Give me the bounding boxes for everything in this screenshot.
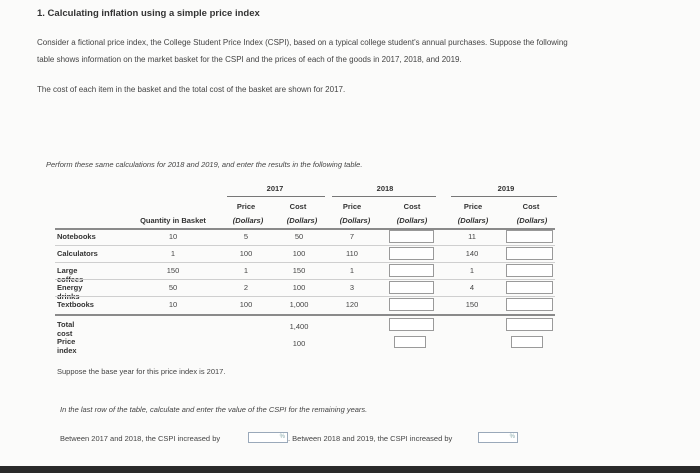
year-2019-header: 2019 [497,184,515,193]
col-cost-2019: Cost [522,202,540,211]
cost2017-textbooks: 1,000 [289,300,309,309]
col-price-2017: Price [236,202,256,211]
percent-symbol: % [509,434,515,440]
price-index-2019-input[interactable] [511,336,543,348]
row-divider [55,279,555,280]
perform-note: Perform these same calculations for 2018 and 2019, and enter the results in the following table. [46,160,363,169]
qty-textbooks: 10 [168,300,178,309]
price2018-textbooks: 120 [345,300,359,309]
price-index-2018-input[interactable] [394,336,426,348]
price2019-energy-drinks: 4 [469,283,475,292]
cost2017-energy-drinks: 100 [292,283,306,292]
qty-energy-drinks: 50 [168,283,178,292]
cost2019-energy-drinks-input[interactable] [506,281,553,294]
year-2017-underline [227,196,325,197]
total-cost-2018-input[interactable] [389,318,434,331]
total-divider [55,314,555,316]
col-price-2018: Price [342,202,362,211]
price2018-calculators: 110 [346,249,358,258]
col-quantity: Quantity in Basket [140,216,206,225]
row-label-price-index: Price index [57,337,77,355]
cost2017-calculators: 100 [292,249,306,258]
bottom-bar [0,466,700,473]
price2017-calculators: 100 [239,249,253,258]
price2018-notebooks: 7 [349,232,355,241]
base-year-note: Suppose the base year for this price index is 2017. [57,367,226,376]
qty-large-coffees: 150 [166,266,180,275]
col-dollars-price-2018: (Dollars) [339,216,371,225]
row-label-total-cost: Total cost [57,320,75,338]
increase-2018-2019-input[interactable] [478,432,518,443]
cost2019-calculators-input[interactable] [506,247,553,260]
row-label-textbooks: Textbooks [57,300,94,309]
row-label-notebooks: Notebooks [57,232,96,241]
total-cost-2019-input[interactable] [506,318,553,331]
price2017-energy-drinks: 2 [243,283,249,292]
price2017-large-coffees: 1 [243,266,249,275]
year-2018-underline [332,196,436,197]
year-2017-header: 2017 [266,184,284,193]
row-divider [55,262,555,263]
cost2018-large-coffees-input[interactable] [389,264,434,277]
col-dollars-price-2017: (Dollars) [232,216,264,225]
year-2019-underline [451,196,557,197]
cost2018-calculators-input[interactable] [389,247,434,260]
col-dollars-price-2019: (Dollars) [457,216,489,225]
col-dollars-cost-2019: (Dollars) [516,216,548,225]
intro-line-1: Consider a fictional price index, the College Student Price Index (CSPI), based on a typical college student's annual purchases. Suppose the following [37,38,568,47]
col-cost-2017: Cost [289,202,307,211]
between-2018-2019-text: . Between 2018 and 2019, the CSPI increased by [288,434,453,443]
price2019-notebooks: 11 [468,232,476,241]
cost2017-notebooks: 50 [294,232,304,241]
question-title: 1. Calculating inflation using a simple price index [37,8,260,19]
header-divider [55,228,555,230]
intro-line-2: table shows information on the market basket for the CSPI and the prices of each of the goods in 2017, 2018, and 2019. [37,55,462,64]
row-label-large-coffees: Large [57,266,78,275]
cost2017-large-coffees: 150 [292,266,306,275]
cost2018-energy-drinks-input[interactable] [389,281,434,294]
qty-calculators: 1 [170,249,176,258]
col-price-2019: Price [463,202,483,211]
percent-symbol: % [279,434,285,440]
row-label-energy-drinks: Energy [57,283,83,292]
price2018-energy-drinks: 3 [349,283,355,292]
cost-note: The cost of each item in the basket and the total cost of the basket are shown for 2017. [37,85,346,94]
cost2019-notebooks-input[interactable] [506,230,553,243]
between-2017-2018-text: Between 2017 and 2018, the CSPI increased by [60,434,221,443]
row-divider [55,296,555,297]
price2019-calculators: 140 [465,249,479,258]
price-index-2017: 100 [292,339,306,348]
price2018-large-coffees: 1 [349,266,355,275]
price2019-large-coffees: 1 [469,266,475,275]
row-label-calculators: Calculators [57,249,98,258]
col-dollars-cost-2018: (Dollars) [396,216,428,225]
price2019-textbooks: 150 [465,300,479,309]
total-cost-2017: 1,400 [289,322,309,331]
price2017-notebooks: 5 [243,232,249,241]
price2017-textbooks: 100 [239,300,253,309]
cost2019-textbooks-input[interactable] [506,298,553,311]
year-2018-header: 2018 [376,184,394,193]
qty-notebooks: 10 [168,232,178,241]
cost2019-large-coffees-input[interactable] [506,264,553,277]
cost2018-notebooks-input[interactable] [389,230,434,243]
last-row-note: In the last row of the table, calculate and enter the value of the CSPI for the remaining years. [60,405,368,414]
col-dollars-cost-2017: (Dollars) [286,216,318,225]
cost2018-textbooks-input[interactable] [389,298,434,311]
col-cost-2018: Cost [403,202,421,211]
increase-2017-2018-input[interactable] [248,432,288,443]
row-divider [55,245,555,246]
